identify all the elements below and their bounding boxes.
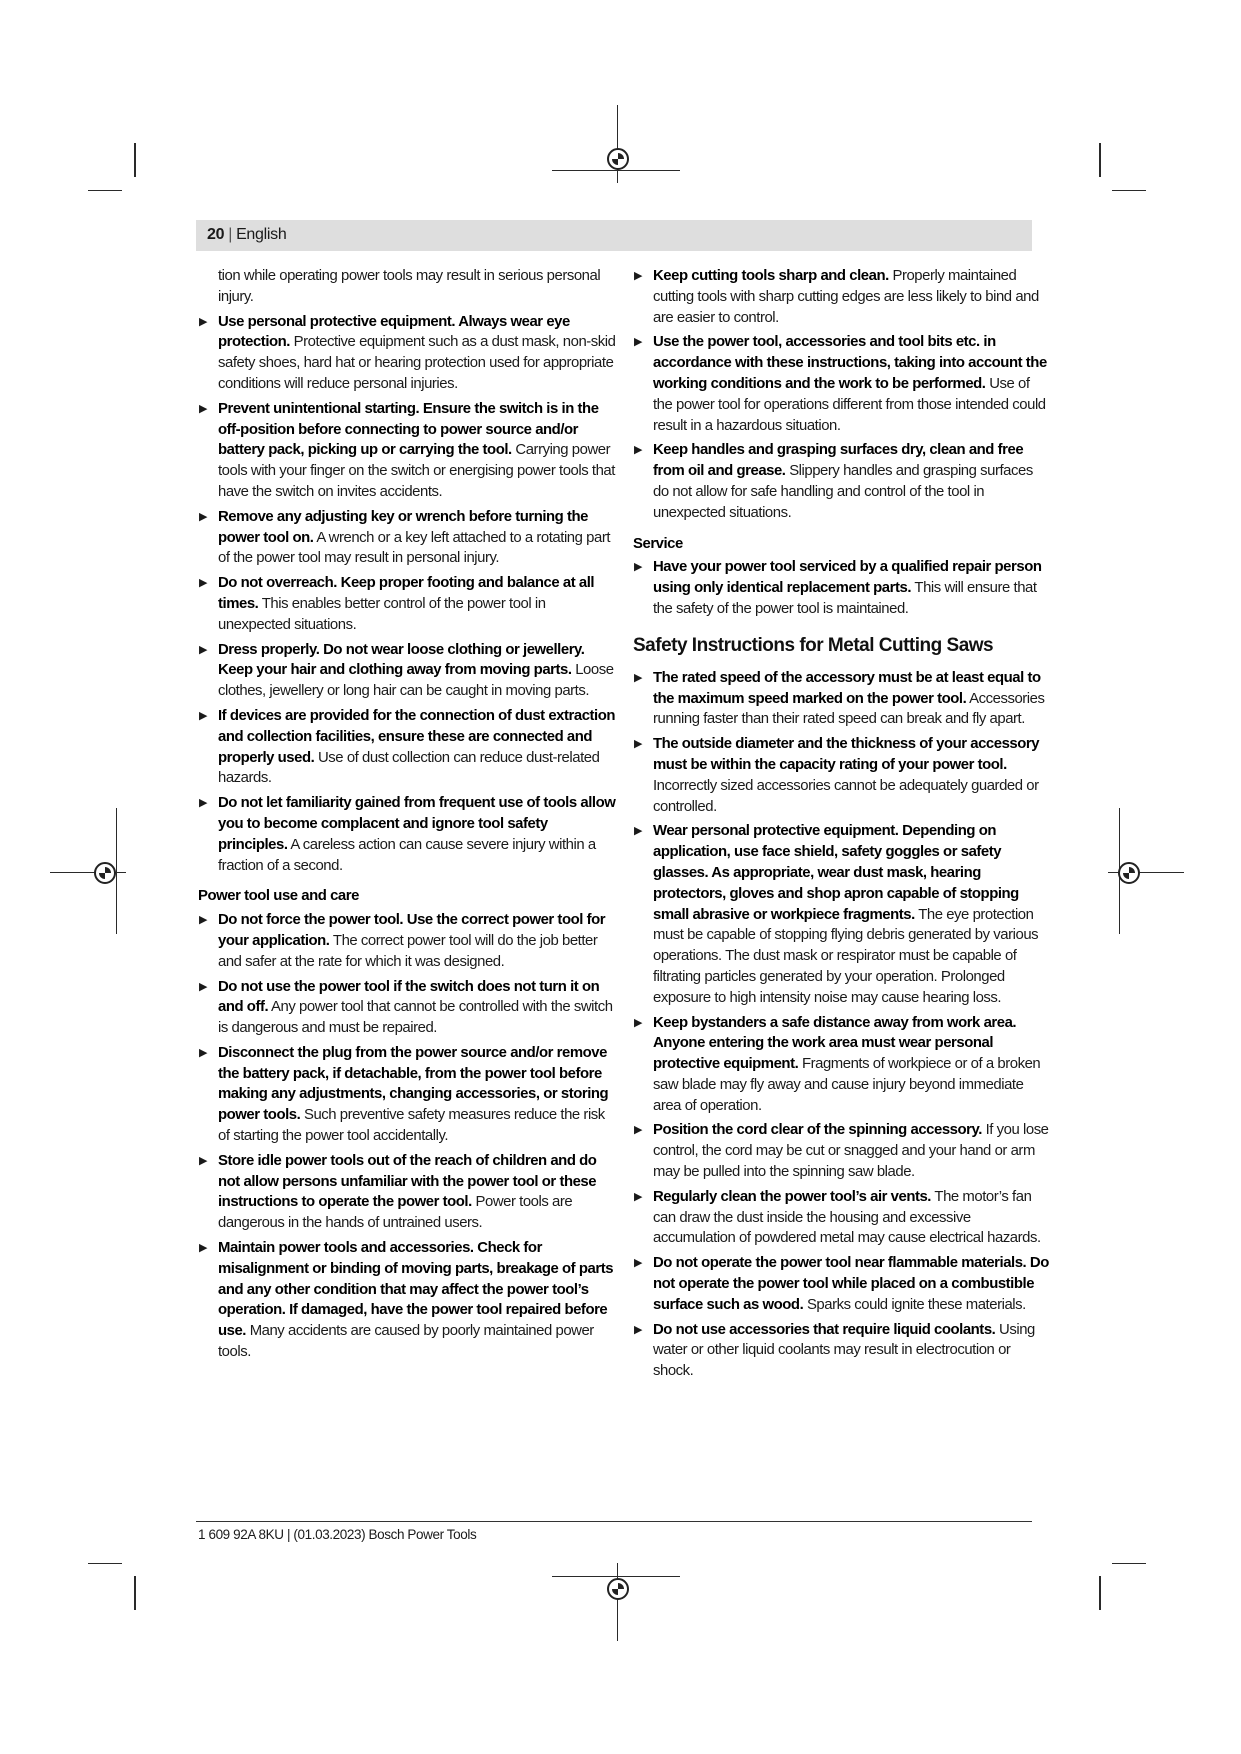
header-text bbox=[207, 225, 286, 245]
item-text: Use of the power tool for operations different from those intended could result in a hazardous situation. bbox=[653, 375, 1046, 434]
crop-mark bbox=[1099, 143, 1101, 177]
registration-target-icon bbox=[1118, 862, 1140, 884]
registration-line bbox=[552, 1576, 680, 1577]
bullet-arrow-icon: ▶ bbox=[634, 444, 643, 457]
crop-mark bbox=[1112, 1563, 1146, 1564]
safety-item bbox=[198, 1043, 616, 1147]
bullet-arrow-icon: ▶ bbox=[634, 825, 643, 838]
item-text: Fragments of workpiece or of a broken saw blade may fly away and cause injury beyond immediate area of operation. bbox=[653, 1056, 1041, 1114]
registration-line bbox=[116, 808, 117, 934]
item-heading: The outside diameter and the thickness of your accessory must be within the capacity rating of your power tool. bbox=[653, 736, 1040, 773]
safety-item bbox=[198, 706, 616, 789]
item-heading: Do not operate the power tool near flammable materials. Do not operate the power tool while placed on a combustible surface such as wood. bbox=[653, 1255, 1049, 1313]
safety-item bbox=[633, 557, 1051, 619]
item-heading: Have your power tool serviced by a qualified repair person using only identical replacement parts. bbox=[653, 559, 1042, 597]
bullet-arrow-icon: ▶ bbox=[634, 1016, 643, 1029]
header-language: English bbox=[236, 226, 287, 243]
item-text: The eye protection must be capable of stopping flying debris generated by various operations. The dust mask or respirator must be capable of filtrating particles generated by your operation. Prolonged exposure to high intensity noise may cause hearing loss. bbox=[653, 906, 1039, 1006]
item-heading: Do not use the power tool if the switch does not turn it on and off. bbox=[218, 978, 600, 1016]
item-heading: Remove any adjusting key or wrench before turning the power tool on. bbox=[218, 508, 589, 546]
item-text: Many accidents are caused by poorly maintained power tools. bbox=[218, 1323, 594, 1361]
bullet-arrow-icon: ▶ bbox=[634, 1257, 643, 1270]
bullet-arrow-icon: ▶ bbox=[634, 561, 643, 574]
safety-item bbox=[198, 977, 616, 1039]
page-header bbox=[196, 220, 1032, 251]
item-text: Protective equipment such as a dust mask, non-skid safety shoes, hard hat or hearing protection used for appropriate conditions will reduce personal injuries. bbox=[218, 334, 616, 392]
safety-item bbox=[633, 1120, 1051, 1182]
item-heading: Do not use accessories that require liquid coolants. bbox=[653, 1321, 996, 1338]
bullet-arrow-icon: ▶ bbox=[634, 336, 643, 349]
crop-mark bbox=[1099, 1576, 1101, 1610]
item-heading: Keep cutting tools sharp and clean. bbox=[653, 268, 889, 284]
bullet-arrow-icon: ▶ bbox=[199, 315, 208, 328]
item-text: If you lose control, the cord may be cut or snagged and your hand or arm may be pulled into the spinning saw blade. bbox=[653, 1122, 1049, 1181]
bullet-arrow-icon: ▶ bbox=[199, 914, 208, 927]
item-heading: Wear personal protective equipment. Depending on application, use face shield, safety goggles or safety glasses. As appropriate, wear dust mask, hearing protectors, gloves and shop apron capable of stopping small abrasive or workpiece fragments. bbox=[653, 823, 1019, 923]
item-text: Accessories running faster than their rated speed can break and fly apart. bbox=[653, 690, 1045, 728]
footer-rule bbox=[196, 1521, 1032, 1522]
safety-item bbox=[198, 1151, 616, 1234]
crop-mark bbox=[134, 143, 136, 177]
left-column bbox=[198, 266, 616, 1367]
crop-mark bbox=[88, 1563, 122, 1564]
item-text: Loose clothes, jewellery or long hair can be caught in moving parts. bbox=[218, 662, 614, 700]
bullet-arrow-icon: ▶ bbox=[634, 671, 643, 684]
item-text: The correct power tool will do the job better and safer at the rate for which it was designed. bbox=[218, 932, 598, 970]
item-text: The motor’s fan can draw the dust inside the housing and excessive accumulation of powdered metal may cause electrical hazards. bbox=[653, 1188, 1041, 1247]
footer-text: 1 609 92A 8KU | (01.03.2023) Bosch Power Tools bbox=[198, 1527, 477, 1542]
item-heading: Maintain power tools and accessories. Check for misalignment or binding of moving parts, breakage of parts and any other condition that may affect the power tool’s operation. If damaged, have the power tool repaired before use. bbox=[218, 1240, 614, 1340]
safety-item bbox=[633, 668, 1051, 730]
item-text: Properly maintained cutting tools with sharp cutting edges are less likely to bind and are easier to control. bbox=[653, 268, 1039, 326]
safety-item bbox=[198, 640, 616, 702]
item-heading: The rated speed of the accessory must be at least equal to the maximum speed marked on the power tool. bbox=[653, 669, 1041, 707]
item-heading: Disconnect the plug from the power source and/or remove the battery pack, if detachable, from the power tool before making any adjustments, changing accessories, or storing power tools. bbox=[218, 1044, 609, 1124]
bullet-arrow-icon: ▶ bbox=[199, 1154, 208, 1167]
header-separator: | bbox=[228, 226, 233, 243]
bullet-arrow-icon: ▶ bbox=[199, 797, 208, 810]
item-text: Sparks could ignite these materials. bbox=[806, 1296, 1026, 1313]
bullet-arrow-icon: ▶ bbox=[199, 402, 208, 415]
item-heading: Do not let familiarity gained from frequent use of tools allow you to become complacent and ignore tool safety principles. bbox=[218, 795, 616, 853]
item-text: Power tools are dangerous in the hands of untrained users. bbox=[218, 1194, 573, 1232]
safety-item bbox=[633, 1013, 1051, 1117]
safety-item bbox=[633, 1253, 1051, 1315]
registration-target-icon bbox=[94, 862, 116, 884]
item-heading: Dress properly. Do not wear loose clothing or jewellery. Keep your hair and clothing away from moving parts. bbox=[218, 641, 585, 679]
bullet-arrow-icon: ▶ bbox=[199, 980, 208, 993]
item-heading: Keep bystanders a safe distance away from work area. Anyone entering the work area must wear personal protective equipment. bbox=[653, 1014, 1017, 1073]
safety-item bbox=[633, 332, 1051, 436]
safety-item bbox=[198, 573, 616, 635]
safety-item bbox=[633, 1320, 1051, 1382]
subheading-service: Service bbox=[633, 535, 683, 552]
bullet-arrow-icon: ▶ bbox=[199, 510, 208, 523]
page-number: 20 bbox=[207, 226, 225, 243]
bullet-arrow-icon: ▶ bbox=[634, 1190, 643, 1203]
bullet-arrow-icon: ▶ bbox=[199, 577, 208, 590]
registration-target-icon bbox=[607, 1578, 629, 1600]
registration-line bbox=[617, 1563, 618, 1641]
bullet-arrow-icon: ▶ bbox=[199, 1242, 208, 1255]
item-heading: If devices are provided for the connection of dust extraction and collection facilities, ensure these are connected and properly used. bbox=[218, 707, 616, 766]
crop-mark bbox=[88, 190, 122, 191]
bullet-arrow-icon: ▶ bbox=[634, 1124, 643, 1137]
safety-item bbox=[633, 821, 1051, 1008]
crop-mark bbox=[134, 1576, 136, 1610]
item-text: This will ensure that the safety of the power tool is maintained. bbox=[653, 580, 1037, 617]
subheading-power-tool-use: Power tool use and care bbox=[198, 888, 359, 905]
item-text: A careless action can cause severe injury within a fraction of a second. bbox=[218, 836, 596, 874]
registration-line bbox=[552, 170, 680, 171]
safety-item bbox=[633, 440, 1051, 523]
registration-target-icon bbox=[607, 148, 629, 170]
item-heading: Store idle power tools out of the reach of children and do not allow persons unfamiliar with the power tool or these instructions to operate the power tool. bbox=[218, 1152, 597, 1211]
item-text: Use of dust collection can reduce dust-related hazards. bbox=[218, 749, 600, 787]
registration-line bbox=[617, 105, 618, 183]
crop-mark bbox=[1112, 190, 1146, 191]
safety-item bbox=[198, 312, 616, 395]
item-text: Slippery handles and grasping surfaces do not allow for safe handling and control of the tool in unexpected situations. bbox=[653, 463, 1033, 521]
safety-item bbox=[198, 399, 616, 503]
bullet-arrow-icon: ▶ bbox=[199, 1046, 208, 1059]
bullet-arrow-icon: ▶ bbox=[634, 270, 643, 282]
safety-item bbox=[198, 507, 616, 569]
bullet-arrow-icon: ▶ bbox=[634, 1323, 643, 1336]
safety-item bbox=[633, 734, 1051, 817]
item-heading: Use the power tool, accessories and tool bits etc. in accordance with these instructions, taking into account the working conditions and the work to be performed. bbox=[653, 334, 1047, 392]
item-heading: Do not force the power tool. Use the correct power tool for your application. bbox=[218, 912, 606, 949]
bullet-arrow-icon: ▶ bbox=[199, 709, 208, 722]
item-heading: Regularly clean the power tool’s air vents. bbox=[653, 1188, 931, 1205]
item-text: Such preventive safety measures reduce the risk of starting the power tool accidentally. bbox=[218, 1107, 605, 1145]
item-heading: Use personal protective equipment. Always wear eye protection. bbox=[218, 313, 570, 351]
right-column bbox=[633, 266, 1051, 1386]
safety-item bbox=[198, 1238, 616, 1363]
intro-continuation: tion while operating power tools may result in serious personal injury. bbox=[218, 268, 601, 305]
item-text: Any power tool that cannot be controlled with the switch is dangerous and must be repaired. bbox=[218, 999, 613, 1037]
section-title: Safety Instructions for Metal Cutting Saws bbox=[633, 634, 994, 656]
item-text: A wrench or a key left attached to a rotating part of the power tool may result in personal injury. bbox=[218, 529, 611, 567]
item-heading: Keep handles and grasping surfaces dry, clean and free from oil and grease. bbox=[653, 442, 1024, 480]
safety-item bbox=[198, 910, 616, 972]
item-text: Using water or other liquid coolants may result in electrocution or shock. bbox=[653, 1321, 1035, 1380]
safety-item bbox=[633, 266, 1051, 328]
item-text: Incorrectly sized accessories cannot be adequately guarded or controlled. bbox=[653, 777, 1039, 815]
bullet-arrow-icon: ▶ bbox=[199, 643, 208, 656]
safety-item bbox=[198, 793, 616, 876]
safety-item bbox=[633, 1187, 1051, 1249]
item-heading: Prevent unintentional starting. Ensure the switch is in the off-position before connecting to power source and/or battery pack, picking up or carrying the tool. bbox=[218, 400, 599, 459]
bullet-arrow-icon: ▶ bbox=[634, 738, 643, 751]
item-text: Carrying power tools with your finger on the switch or energising power tools that have the switch on invites accidents. bbox=[218, 442, 615, 500]
item-heading: Do not overreach. Keep proper footing and balance at all times. bbox=[218, 575, 595, 612]
item-heading: Position the cord clear of the spinning accessory. bbox=[653, 1122, 982, 1139]
item-text: This enables better control of the power tool in unexpected situations. bbox=[218, 595, 546, 633]
